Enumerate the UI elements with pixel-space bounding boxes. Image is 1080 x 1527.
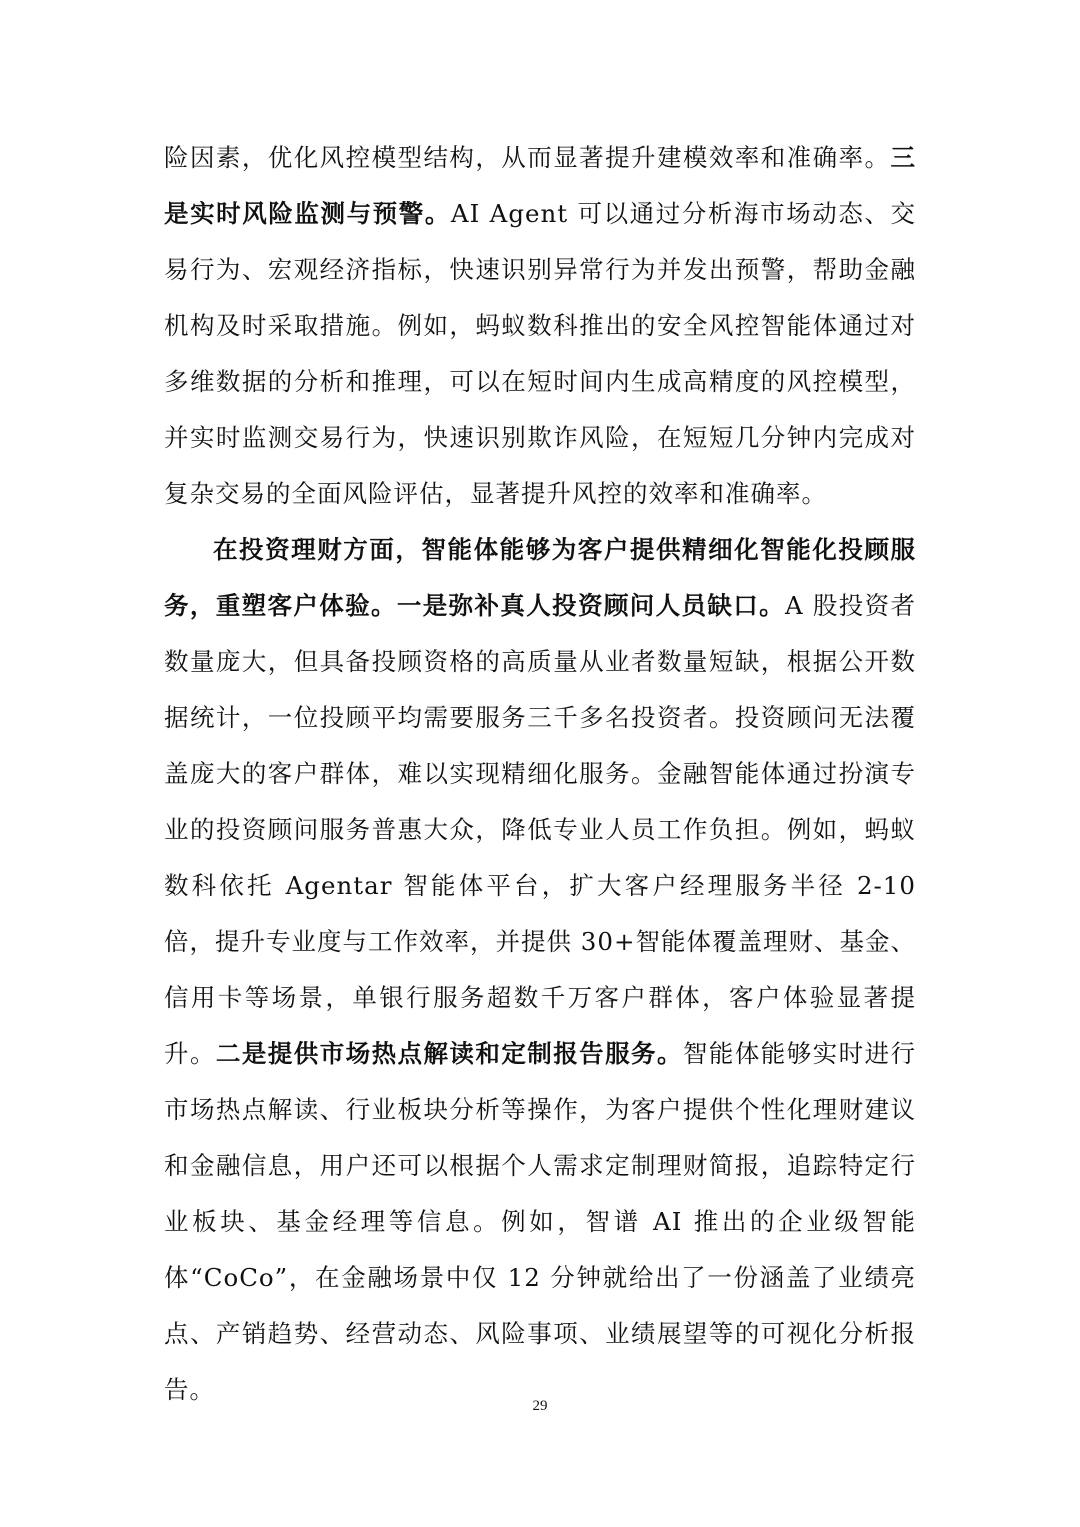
paragraph2-bold-heading: 二是提供市场热点解读和定制报告服务。 <box>215 1039 683 1068</box>
paragraph-risk-monitoring <box>164 130 916 522</box>
paragraph2-sentence-2: A 股投资者数量庞大，但具备投顾资格的高质量从业者数量短缺，根据公开数据统计，一位投顾平均需要服务三千多名投资者。投资顾问无法覆盖庞大的客户群体，难以实现精细化服务。金融智能体通过扮演专业的投资顾问服务普惠大众，降低专业人员工作负担。例如，蚂蚁数科依托 Agentar 智能体平台，扩大客户经理服务半径 2-10 倍，提升专业度与工作效率，并提供 30+智能体覆盖理财、基金、信用卡等场景，单银行服务超数千万客户群体，客户体验显著提升。 <box>164 591 916 1068</box>
paragraph2-bold-lead: 在投资理财方面，智能体能够为客户提供精细化智能化投顾服务，重塑客户体验。一是弥补真人投资顾问人员缺口。 <box>164 535 916 620</box>
paragraph1-sentence-1: 险因素，优化风控模型结构，从而显著提升建模效率和准确率。 <box>164 143 891 172</box>
paragraph2-sentence-4: 智能体能够实时进行市场热点解读、行业板块分析等操作，为客户提供个性化理财建议和金融信息，用户还可以根据个人需求定制理财简报，追踪特定行业板块、基金经理等信息。例如，智谱 AI 推出的企业级智能体“CoCo”，在金融场景中仅 12 分钟就给出了一份涵盖了业绩亮点、产销趋势、经营动态、风险事项、业绩展望等的可视化分析报告。 <box>164 1039 917 1404</box>
paragraph-investment-advisory <box>164 522 916 1418</box>
page-number: 29 <box>532 1398 548 1414</box>
paragraph1-sentence-3: AI Agent 可以通过分析海市场动态、交易行为、宏观经济指标，快速识别异常行为并发出预警，帮助金融机构及时采取措施。例如，蚂蚁数科推出的安全风控智能体通过对多维数据的分析和推理，可以在短时间内生成高精度的风控模型，并实时监测交易行为，快速识别欺诈风险，在短短几分钟内完成对复杂交易的全面风险评估，显著提升风控的效率和准确率。 <box>164 199 916 508</box>
paragraph1-bold-heading: 三是实时风险监测与预警。 <box>164 143 916 228</box>
